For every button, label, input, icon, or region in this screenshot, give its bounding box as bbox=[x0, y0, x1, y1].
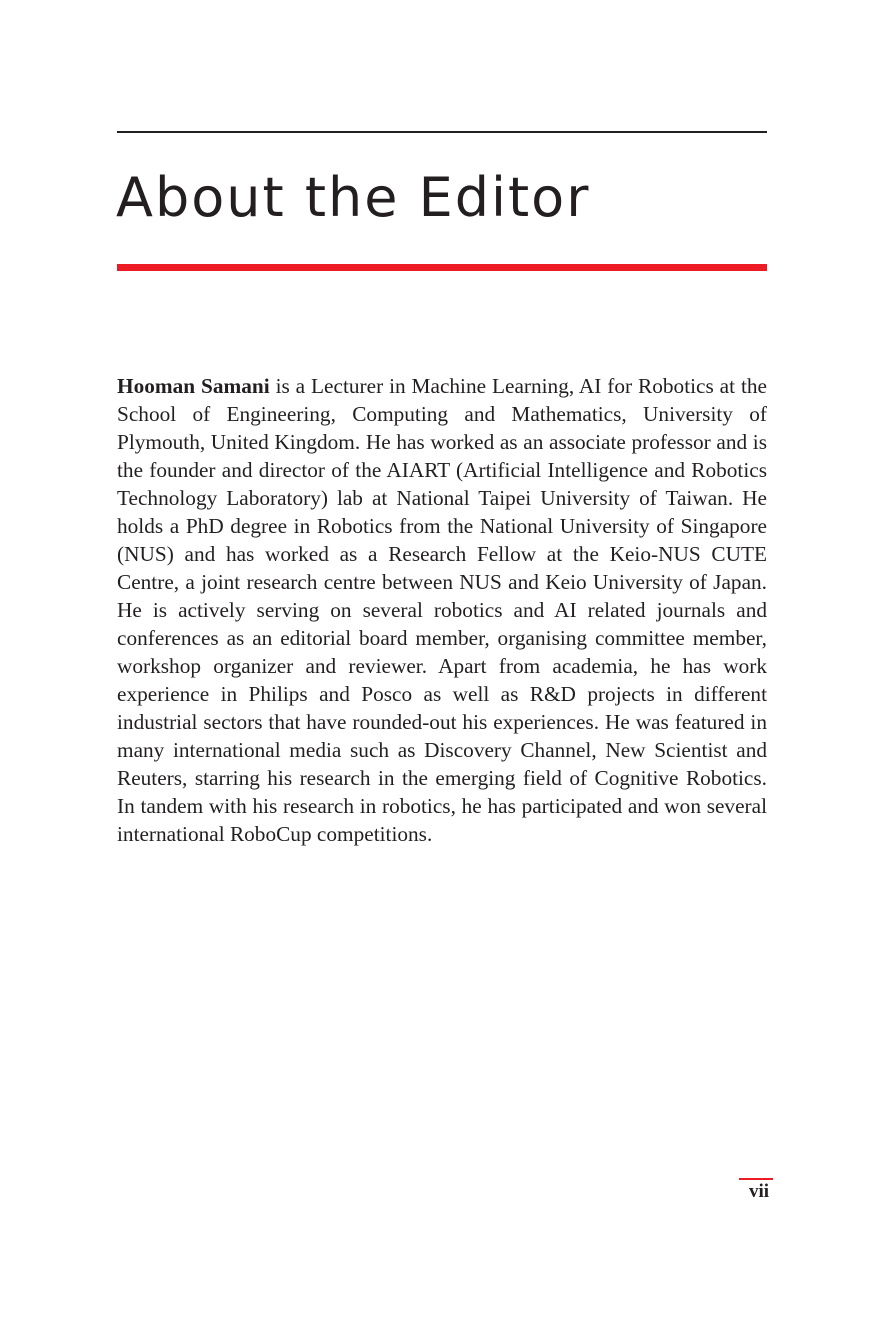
top-rule bbox=[117, 131, 767, 133]
editor-biography bbox=[117, 372, 767, 848]
page-number: vii bbox=[748, 1181, 769, 1202]
title-accent-rule bbox=[117, 264, 767, 271]
biography-text: is a Lecturer in Machine Learning, AI for Robotics at the School of Engineering, Computing and Mathematics, University of Plymouth, United Kingdom. He has worked as an associate professor and is the founder and director of the AIART (Artificial Intelligence and Robotics Technology Laboratory) lab at National Taipei University of Taiwan. He holds a PhD degree in Robotics from the National University of Singapore (NUS) and has worked as a Research Fellow at the Keio-NUS CUTE Centre, a joint research centre between NUS and Keio University of Japan. He is actively serving on several robotics and AI related journals and conferences as an editorial board member, organising committee member, workshop organizer and reviewer. Apart from academia, he has work experience in Philips and Posco as well as R&D projects in different industrial sectors that have rounded-out his experiences. He was featured in many international media such as Discovery Channel, New Scientist and Reuters, starring his research in the emerging field of Cognitive Robotics. In tandem with his research in robotics, he has participated and won several international RoboCup competitions. bbox=[117, 374, 767, 846]
editor-name: Hooman Samani bbox=[117, 374, 270, 398]
page-title: About the Editor bbox=[116, 166, 591, 229]
